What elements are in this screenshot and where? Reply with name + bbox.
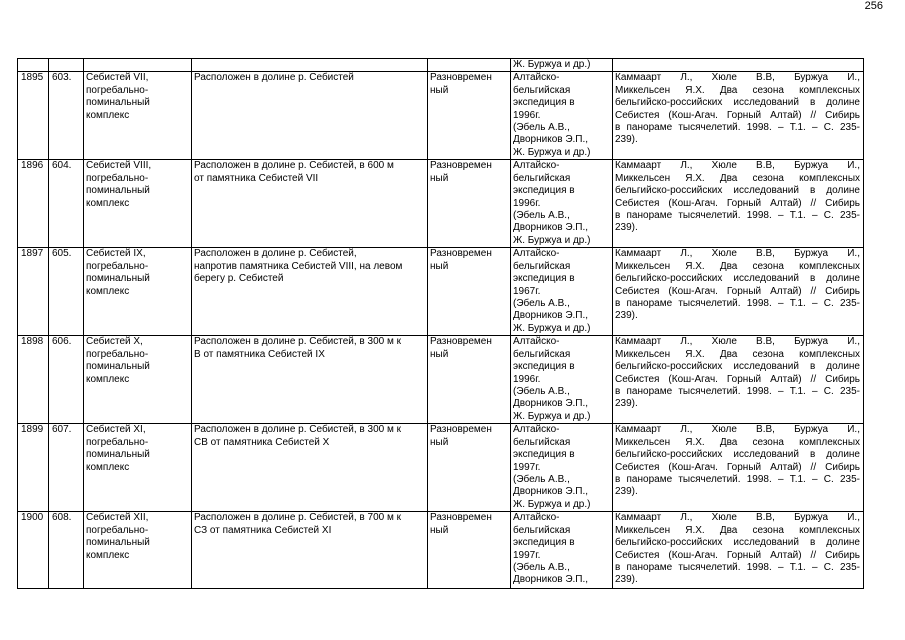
name-line: поминальный [86,361,150,373]
name-line: Себистей XI, [86,424,146,436]
source-line: Себистея (Кош-Агач. Горный Алтай) // Сибирь [615,197,860,209]
dating-cell [428,424,511,512]
location-line: СЗ от памятника Себистей XI [194,524,332,536]
expedition-line: экспедиция в [513,361,575,373]
source-line: бельгийско-российских исследований в долине [615,185,860,197]
source-line: бельгийско-российских исследований в долине [615,449,860,461]
expedition-line: Алтайско- [513,512,560,524]
expedition-line: экспедиция в [513,449,575,461]
source-line: Каммаарт Л., Хюле В.В, Буржуа И., [615,72,860,84]
name-line: погребально- [86,172,149,184]
expedition-line: Дворников Э.П., [513,222,589,234]
name-cell [84,336,192,424]
source-line: бельгийско-российских исследований в долине [615,273,860,285]
cell [49,59,84,72]
cell [18,59,49,72]
dating-line: ный [430,436,449,448]
expedition-line: бельгийская [513,348,571,360]
source-line: в панораме тысячелетий. 1998. – Т.1. – С. 235- [615,122,860,134]
location-cell [192,424,428,512]
dating-line: Разновремен [430,72,492,84]
expedition-cell [511,72,613,160]
source-line: Себистея (Кош-Агач. Горный Алтай) // Сибирь [615,373,860,385]
expedition-cell [511,248,613,336]
name-line: погребально- [86,524,149,536]
expedition-cell [511,160,613,248]
table-row [18,424,864,512]
name-line: поминальный [86,97,150,109]
expedition-line: Дворников Э.П., [513,486,589,498]
expedition-line: (Эбель А.В., [513,474,570,486]
source-cell [613,160,864,248]
expedition-cell: Ж. Буржуа и др.) [511,59,613,72]
source-line: Себистея (Кош-Агач. Горный Алтай) // Сибирь [615,461,860,473]
source-line: в панораме тысячелетий. 1998. – Т.1. – С. 235- [615,386,860,398]
dating-line: ный [430,172,449,184]
location-line: берегу р. Себистей [194,273,284,285]
num-cell: 1898 [18,336,49,424]
source-line: Каммаарт Л., Хюле В.В, Буржуа И., [615,160,860,172]
name-line: комплекс [86,109,130,121]
source-line: Каммаарт Л., Хюле В.В, Буржуа И., [615,248,860,260]
name-line: комплекс [86,197,130,209]
dating-cell [428,512,511,589]
table-row [18,72,864,160]
expedition-line: (Эбель А.В., [513,122,570,134]
expedition-line: Ж. Буржуа и др.) [513,322,591,334]
expedition-line: Ж. Буржуа и др.) [513,410,591,422]
location-line: Расположен в долине р. Себистей, в 600 м [194,160,394,172]
expedition-line: Дворников Э.П., [513,574,589,586]
location-cell [192,248,428,336]
location-line: напротив памятника Себистей VIII, на левом [194,260,403,272]
dating-line: Разновремен [430,424,492,436]
name-cell [84,160,192,248]
dating-line: Разновремен [430,336,492,348]
expedition-line: экспедиция в [513,273,575,285]
source-line: в панораме тысячелетий. 1998. – Т.1. – С. 235- [615,210,860,222]
id-cell: 604. [49,160,84,248]
id-cell: 606. [49,336,84,424]
location-cell [192,512,428,589]
location-line: Расположен в долине р. Себистей [194,72,354,84]
expedition-line: бельгийская [513,260,571,272]
dating-cell [428,72,511,160]
dating-cell [428,248,511,336]
expedition-line: (Эбель А.В., [513,210,570,222]
location-cell [192,160,428,248]
source-line: Себистея (Кош-Агач. Горный Алтай) // Сибирь [615,285,860,297]
expedition-line: Алтайско- [513,336,560,348]
id-cell: 608. [49,512,84,589]
location-line: В от памятника Себистей IX [194,348,325,360]
source-cell [613,248,864,336]
id-cell: 605. [49,248,84,336]
name-line: погребально- [86,260,149,272]
source-line: бельгийско-российских исследований в долине [615,97,860,109]
location-line: СВ от памятника Себистей X [194,436,330,448]
cell [613,59,864,72]
dating-line: Разновремен [430,160,492,172]
dating-line: Разновремен [430,248,492,260]
name-line: погребально- [86,436,149,448]
expedition-line: 1967г. [513,285,541,297]
location-line: Расположен в долине р. Себистей, в 300 м к [194,336,402,348]
name-line: погребально- [86,84,149,96]
cell [84,59,192,72]
expedition-line: бельгийская [513,84,571,96]
source-line: бельгийско-российских исследований в долине [615,537,860,549]
source-cell [613,336,864,424]
name-cell [84,72,192,160]
dating-cell [428,336,511,424]
source-line: Каммаарт Л., Хюле В.В, Буржуа И., [615,512,860,524]
num-cell: 1897 [18,248,49,336]
source-line: Каммаарт Л., Хюле В.В, Буржуа И., [615,336,860,348]
name-line: комплекс [86,461,130,473]
table-row [18,248,864,336]
name-line: поминальный [86,537,150,549]
page-number: 256 [864,0,883,12]
name-line: комплекс [86,285,130,297]
source-line: бельгийско-российских исследований в долине [615,361,860,373]
dating-line: ный [430,348,449,360]
location-line: от памятника Себистей VII [194,172,319,184]
table-row [18,336,864,424]
id-cell: 603. [49,72,84,160]
name-line: комплекс [86,549,130,561]
num-cell: 1899 [18,424,49,512]
source-line: Миккельсен Я.Х. Два сезона комплексных [615,172,860,184]
expedition-line: бельгийская [513,172,571,184]
expedition-line: Алтайско- [513,248,560,260]
cell [428,59,511,72]
name-line: Себистей VII, [86,72,149,84]
name-line: поминальный [86,185,150,197]
expedition-line: бельгийская [513,436,571,448]
source-line: Миккельсен Я.Х. Два сезона комплексных [615,348,860,360]
source-line: в панораме тысячелетий. 1998. – Т.1. – С. 235- [615,562,860,574]
cell [192,59,428,72]
name-line: Себистей VIII, [86,160,152,172]
name-cell [84,512,192,589]
num-cell: 1895 [18,72,49,160]
expedition-cell [511,336,613,424]
expedition-line: (Эбель А.В., [513,386,570,398]
source-line: в панораме тысячелетий. 1998. – Т.1. – С. 235- [615,298,860,310]
expedition-line: 1996г. [513,197,541,209]
location-line: Расположен в долине р. Себистей, [194,248,357,260]
expedition-line: (Эбель А.В., [513,298,570,310]
source-cell [613,512,864,589]
expedition-line: 1997г. [513,549,541,561]
location-line: Расположен в долине р. Себистей, в 300 м к [194,424,402,436]
dating-line: Разновремен [430,512,492,524]
expedition-line: Ж. Буржуа и др.) [513,234,591,246]
continuation-row [18,59,864,72]
name-line: поминальный [86,449,150,461]
source-line: Миккельсен Я.Х. Два сезона комплексных [615,260,860,272]
name-cell [84,424,192,512]
expedition-line: Дворников Э.П., [513,310,589,322]
expedition-line: 1996г. [513,109,541,121]
dating-line: ный [430,84,449,96]
expedition-cell [511,512,613,589]
source-line: Себистея (Кош-Агач. Горный Алтай) // Сибирь [615,109,860,121]
name-line: Себистей XII, [86,512,149,524]
name-line: поминальный [86,273,150,285]
source-line: Каммаарт Л., Хюле В.В, Буржуа И., [615,424,860,436]
location-cell [192,72,428,160]
source-line: в панораме тысячелетий. 1998. – Т.1. – С. 235- [615,474,860,486]
location-line: Расположен в долине р. Себистей, в 700 м к [194,512,402,524]
expedition-line: Дворников Э.П., [513,398,589,410]
source-cell [613,72,864,160]
expedition-line: 1996г. [513,373,541,385]
dating-line: ный [430,524,449,536]
name-cell [84,248,192,336]
source-line: Миккельсен Я.Х. Два сезона комплексных [615,436,860,448]
dating-line: ный [430,260,449,272]
expedition-line: Ж. Буржуа и др.) [513,498,591,510]
expedition-line: (Эбель А.В., [513,562,570,574]
source-line: 239). [615,222,638,234]
dating-cell [428,160,511,248]
source-cell [613,424,864,512]
expedition-line: Алтайско- [513,424,560,436]
source-line: 239). [615,574,638,586]
expedition-line: Дворников Э.П., [513,134,589,146]
name-line: Себистей IX, [86,248,146,260]
source-line: 239). [615,134,638,146]
expedition-line: Ж. Буржуа и др.) [513,146,591,158]
expedition-cell [511,424,613,512]
expedition-line: 1997г. [513,461,541,473]
num-cell: 1900 [18,512,49,589]
source-line: Миккельсен Я.Х. Два сезона комплексных [615,84,860,96]
location-cell [192,336,428,424]
name-line: комплекс [86,373,130,385]
source-line: 239). [615,310,638,322]
id-cell: 607. [49,424,84,512]
expedition-line: экспедиция в [513,97,575,109]
expedition-line: экспедиция в [513,185,575,197]
source-line: Себистея (Кош-Агач. Горный Алтай) // Сибирь [615,549,860,561]
source-line: Миккельсен Я.Х. Два сезона комплексных [615,524,860,536]
num-cell: 1896 [18,160,49,248]
source-line: 239). [615,486,638,498]
monuments-table [17,58,864,589]
name-line: погребально- [86,348,149,360]
table-row [18,512,864,589]
expedition-line: Алтайско- [513,72,560,84]
source-line: 239). [615,398,638,410]
expedition-line: бельгийская [513,524,571,536]
expedition-line: Алтайско- [513,160,560,172]
table-row [18,160,864,248]
name-line: Себистей X, [86,336,143,348]
expedition-line: экспедиция в [513,537,575,549]
